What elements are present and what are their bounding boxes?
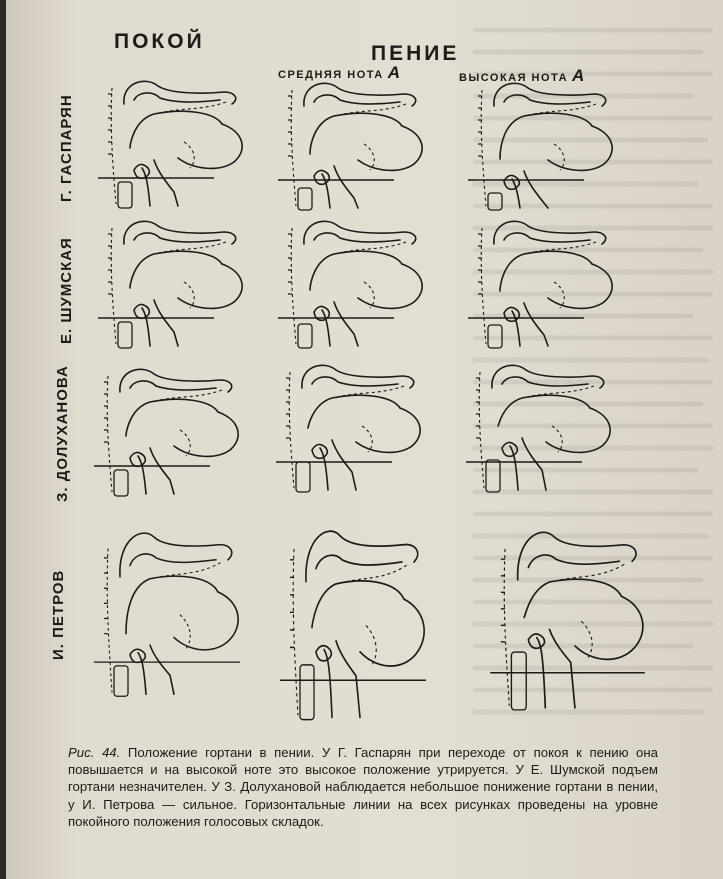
- header-singing: ПЕНИЕ: [371, 42, 460, 65]
- drawing-shumskaya-middle-note: [274, 212, 444, 352]
- drawing-dolukhanova-high-note: [462, 356, 632, 496]
- drawing-petrov-middle-note: [276, 516, 446, 724]
- row-label-shumskaya: Е. ШУМСКАЯ: [58, 237, 75, 344]
- row-label-gasparyan: Г. ГАСПАРЯН: [58, 94, 75, 202]
- middle-note-label: СРЕДНЯЯ НОТА: [278, 69, 384, 81]
- middle-note-letter: А: [387, 63, 401, 82]
- drawing-gasparyan-high-note: [464, 74, 634, 214]
- caption-text: Положение гортани в пении. У Г. Гаспарян при переходе от покоя к пению она повышается и на высокой ноте это высокое положение утрируется. У Е. Шумской подъем гортани незначителен. У З. Долухановой наблюдается небольшое понижение гортани в пении, у И. Петрова — сильное. Горизонтальные линии на всех рисунках проведены на уровне покойного положения голосовых складок.: [68, 745, 658, 829]
- figure-caption: [68, 744, 658, 830]
- drawing-gasparyan-rest: [94, 72, 264, 212]
- book-page: [6, 0, 723, 879]
- row-label-dolukhanova: З. ДОЛУХАНОВА: [54, 365, 71, 502]
- drawing-dolukhanova-middle-note: [272, 356, 442, 496]
- drawing-petrov-rest: [90, 520, 260, 700]
- drawing-shumskaya-rest: [94, 212, 264, 352]
- figure-number: Рис. 44.: [68, 745, 121, 760]
- drawing-gasparyan-middle-note: [274, 74, 444, 214]
- drawing-dolukhanova-rest: [90, 360, 260, 500]
- high-note-label: ВЫСОКАЯ НОТА: [459, 72, 569, 84]
- drawing-shumskaya-high-note: [464, 212, 634, 352]
- high-note-letter: А: [572, 66, 585, 85]
- drawing-petrov-high-note: [486, 518, 666, 714]
- row-label-petrov: И. ПЕТРОВ: [50, 569, 67, 660]
- header-rest: ПОКОЙ: [114, 30, 205, 53]
